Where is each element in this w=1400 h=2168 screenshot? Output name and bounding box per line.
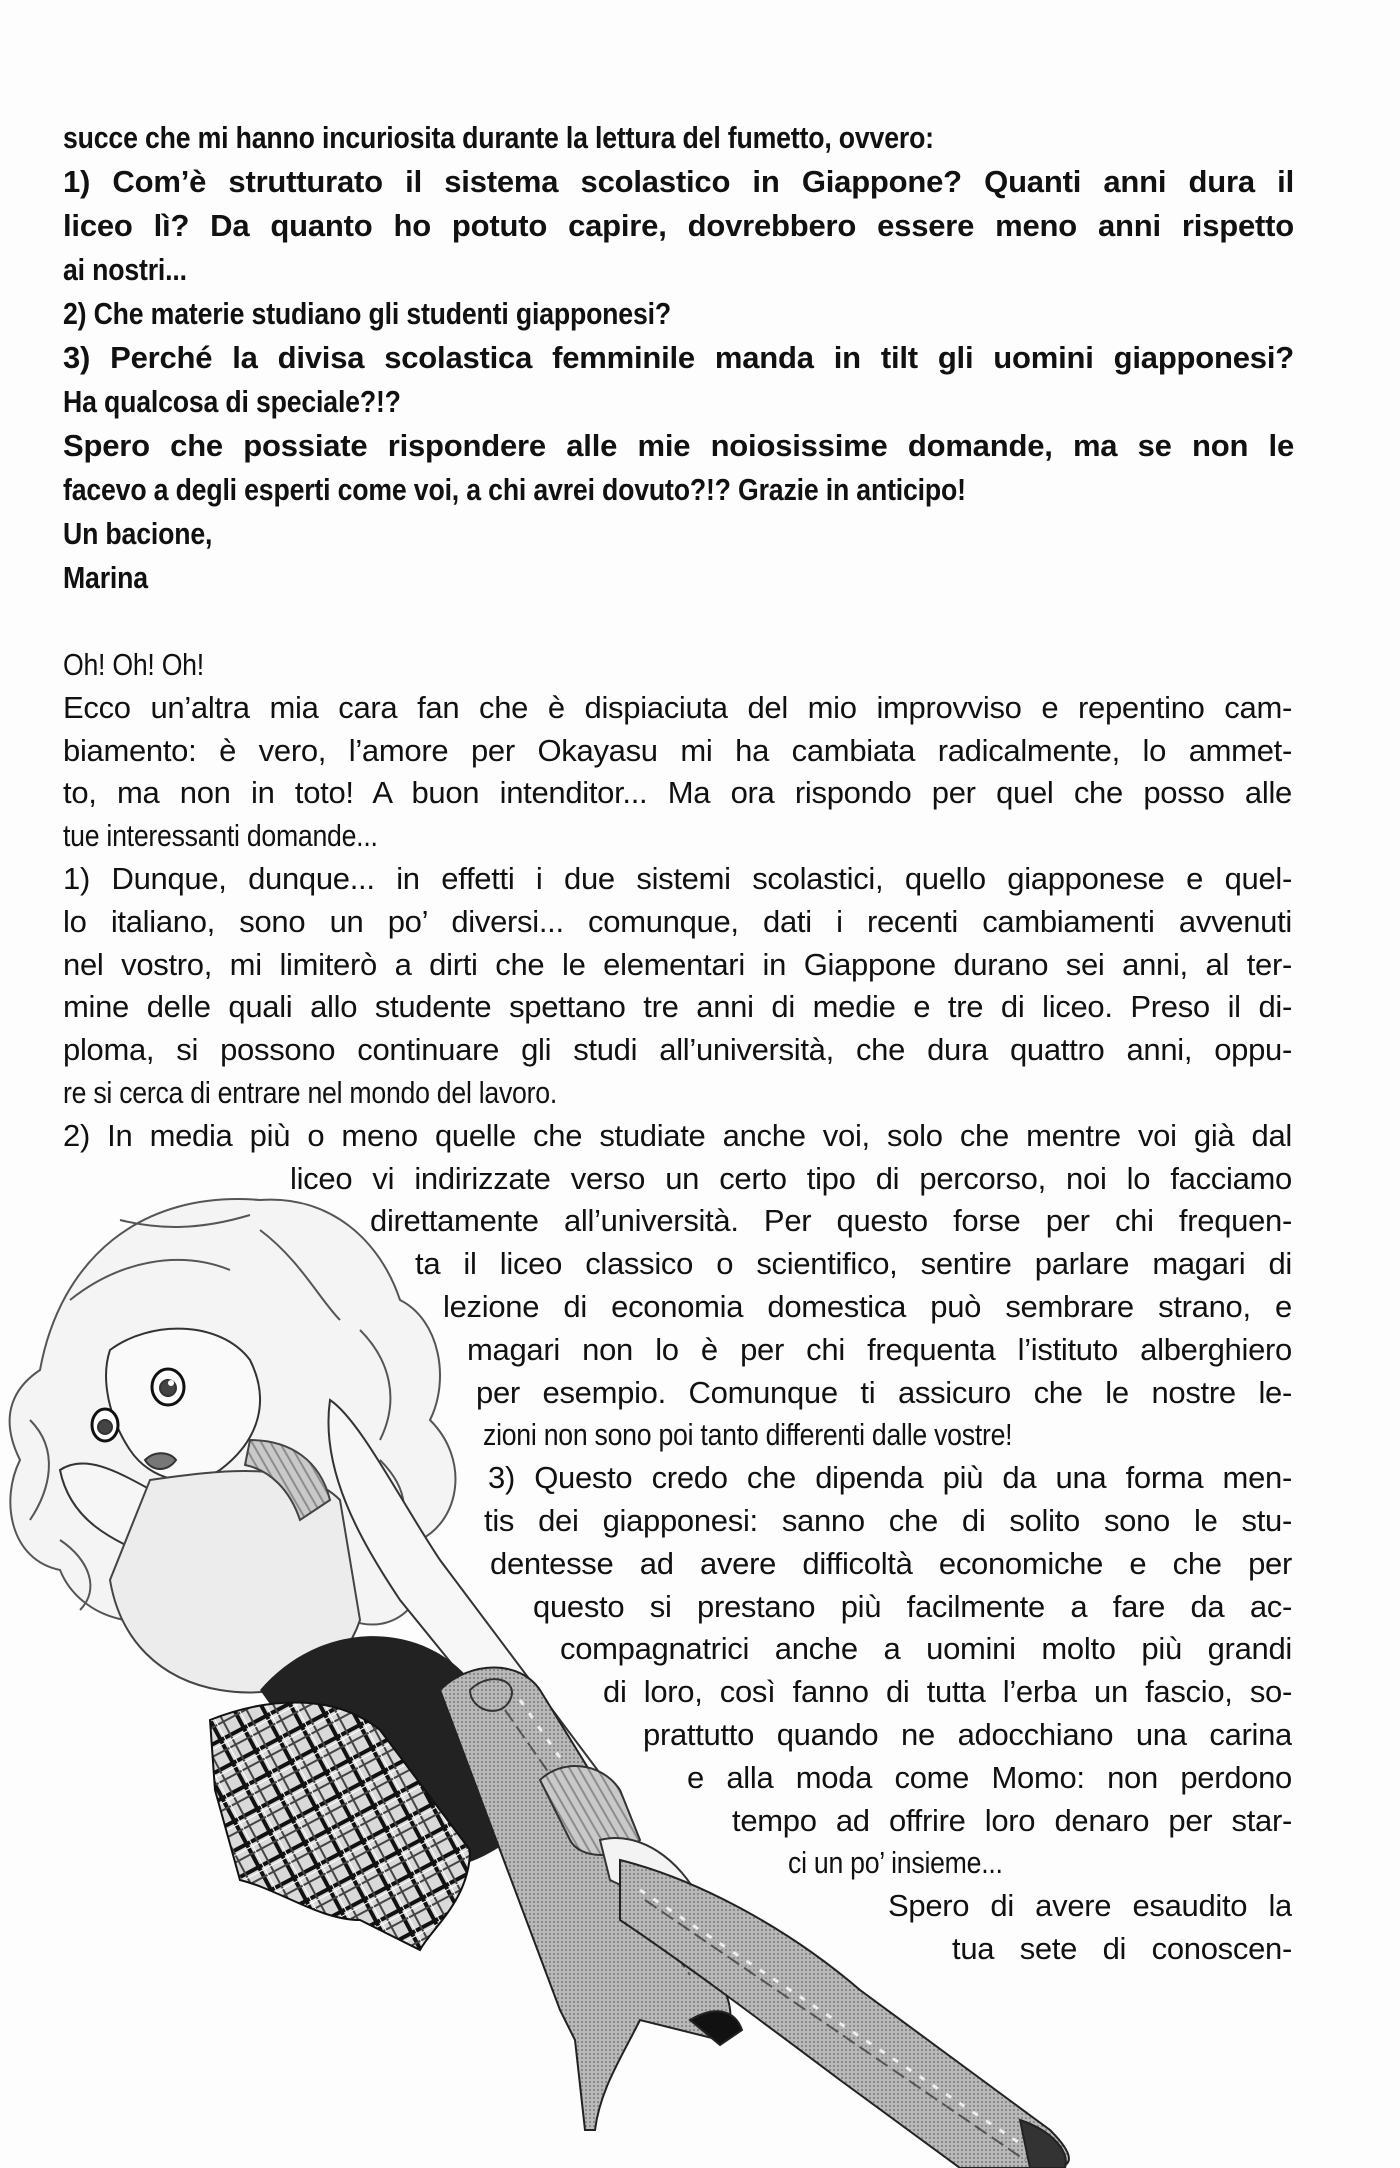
reply-line: ta il liceo classico o scientifico, sentire parlare magari di bbox=[415, 1246, 1292, 1281]
letter-line: Spero che possiate rispondere alle mie noiosissime domande, ma se non le bbox=[63, 428, 1294, 463]
reply-line: tua sete di conoscen- bbox=[952, 1931, 1292, 1966]
reply-line: zioni non sono poi tanto differenti dalle vostre! bbox=[483, 1417, 1013, 1452]
reply-line: ploma, si possono continuare gli studi all’università, che dura quattro anni, oppu- bbox=[63, 1032, 1292, 1067]
reply-line: dentesse ad avere difficoltà economiche e che per bbox=[490, 1546, 1292, 1581]
letter-closing: Un bacione, bbox=[63, 516, 213, 551]
reply-line: tis dei giapponesi: sanno che di solito sono le stu- bbox=[484, 1503, 1292, 1538]
reply-line: 3) Questo credo che dipenda più da una forma men- bbox=[488, 1460, 1292, 1495]
letter-line: succe che mi hanno incuriosita durante la lettura del fumetto, ovvero: bbox=[63, 120, 934, 155]
reply-line: 1) Dunque, dunque... in effetti i due sistemi scolastici, quello giapponese e quel- bbox=[63, 861, 1292, 896]
reply-line: di loro, così fanno di tutta l’erba un fascio, so- bbox=[603, 1674, 1292, 1709]
reply-line: direttamente all’università. Per questo forse per chi frequen- bbox=[370, 1203, 1292, 1238]
letter-signature: Marina bbox=[63, 560, 148, 595]
reply-line: Spero di avere esaudito la bbox=[888, 1888, 1292, 1923]
reply-line: mine delle quali allo studente spettano tre anni di medie e tre di liceo. Preso il di- bbox=[63, 989, 1292, 1024]
letter-line: Ha qualcosa di speciale?!? bbox=[63, 384, 401, 419]
reply-line: tue interessanti domande... bbox=[63, 818, 378, 853]
reply-line: lezione di economia domestica può sembrare strano, e bbox=[443, 1289, 1292, 1324]
reply-greeting: Oh! Oh! Oh! bbox=[63, 647, 204, 682]
reply-line: e alla moda come Momo: non perdono bbox=[687, 1760, 1292, 1795]
reply-line: compagnatrici anche a uomini molto più grandi bbox=[560, 1631, 1292, 1666]
letter-line: ai nostri... bbox=[63, 252, 187, 287]
letter-line: 1) Com’è strutturato il sistema scolastico in Giappone? Quanti anni dura il bbox=[63, 164, 1294, 199]
reply-line: lo italiano, sono un po’ diversi... comunque, dati i recenti cambiamenti avvenuti bbox=[63, 904, 1292, 939]
reply-line: ci un po’ insieme... bbox=[788, 1845, 1003, 1880]
reply-line: questo si prestano più facilmente a fare da ac- bbox=[533, 1589, 1292, 1624]
reply-line: re si cerca di entrare nel mondo del lavoro. bbox=[63, 1075, 557, 1110]
reply-line: nel vostro, mi limiterò a dirti che le elementari in Giappone durano sei anni, al ter- bbox=[63, 947, 1292, 982]
reply-line: biamento: è vero, l’amore per Okayasu mi ha cambiata radicalmente, lo ammet- bbox=[63, 733, 1292, 768]
reply-line: liceo vi indirizzate verso un certo tipo di percorso, noi lo facciamo bbox=[290, 1161, 1292, 1196]
reply-line: tempo ad offrire loro denaro per star- bbox=[732, 1803, 1292, 1838]
reply-line: to, ma non in toto! A buon intenditor... Ma ora rispondo per quel che posso alle bbox=[63, 775, 1292, 810]
reply-line: 2) In media più o meno quelle che studiate anche voi, solo che mentre voi già dal bbox=[63, 1118, 1292, 1153]
letter-line: 2) Che materie studiano gli studenti giapponesi? bbox=[63, 296, 671, 331]
reply-line: prattutto quando ne adocchiano una carina bbox=[643, 1717, 1292, 1752]
reply-line: magari non lo è per chi frequenta l’istituto alberghiero bbox=[467, 1332, 1292, 1367]
reply-line: per esempio. Comunque ti assicuro che le nostre le- bbox=[476, 1375, 1292, 1410]
letter-line: liceo lì? Da quanto ho potuto capire, dovrebbero essere meno anni rispetto bbox=[63, 208, 1294, 243]
letter-line: 3) Perché la divisa scolastica femminile manda in tilt gli uomini giapponesi? bbox=[63, 340, 1294, 375]
reply-line: Ecco un’altra mia cara fan che è dispiaciuta del mio improvviso e repentino cam- bbox=[63, 690, 1292, 725]
letter-line: facevo a degli esperti come voi, a chi avrei dovuto?!? Grazie in anticipo! bbox=[63, 472, 966, 507]
